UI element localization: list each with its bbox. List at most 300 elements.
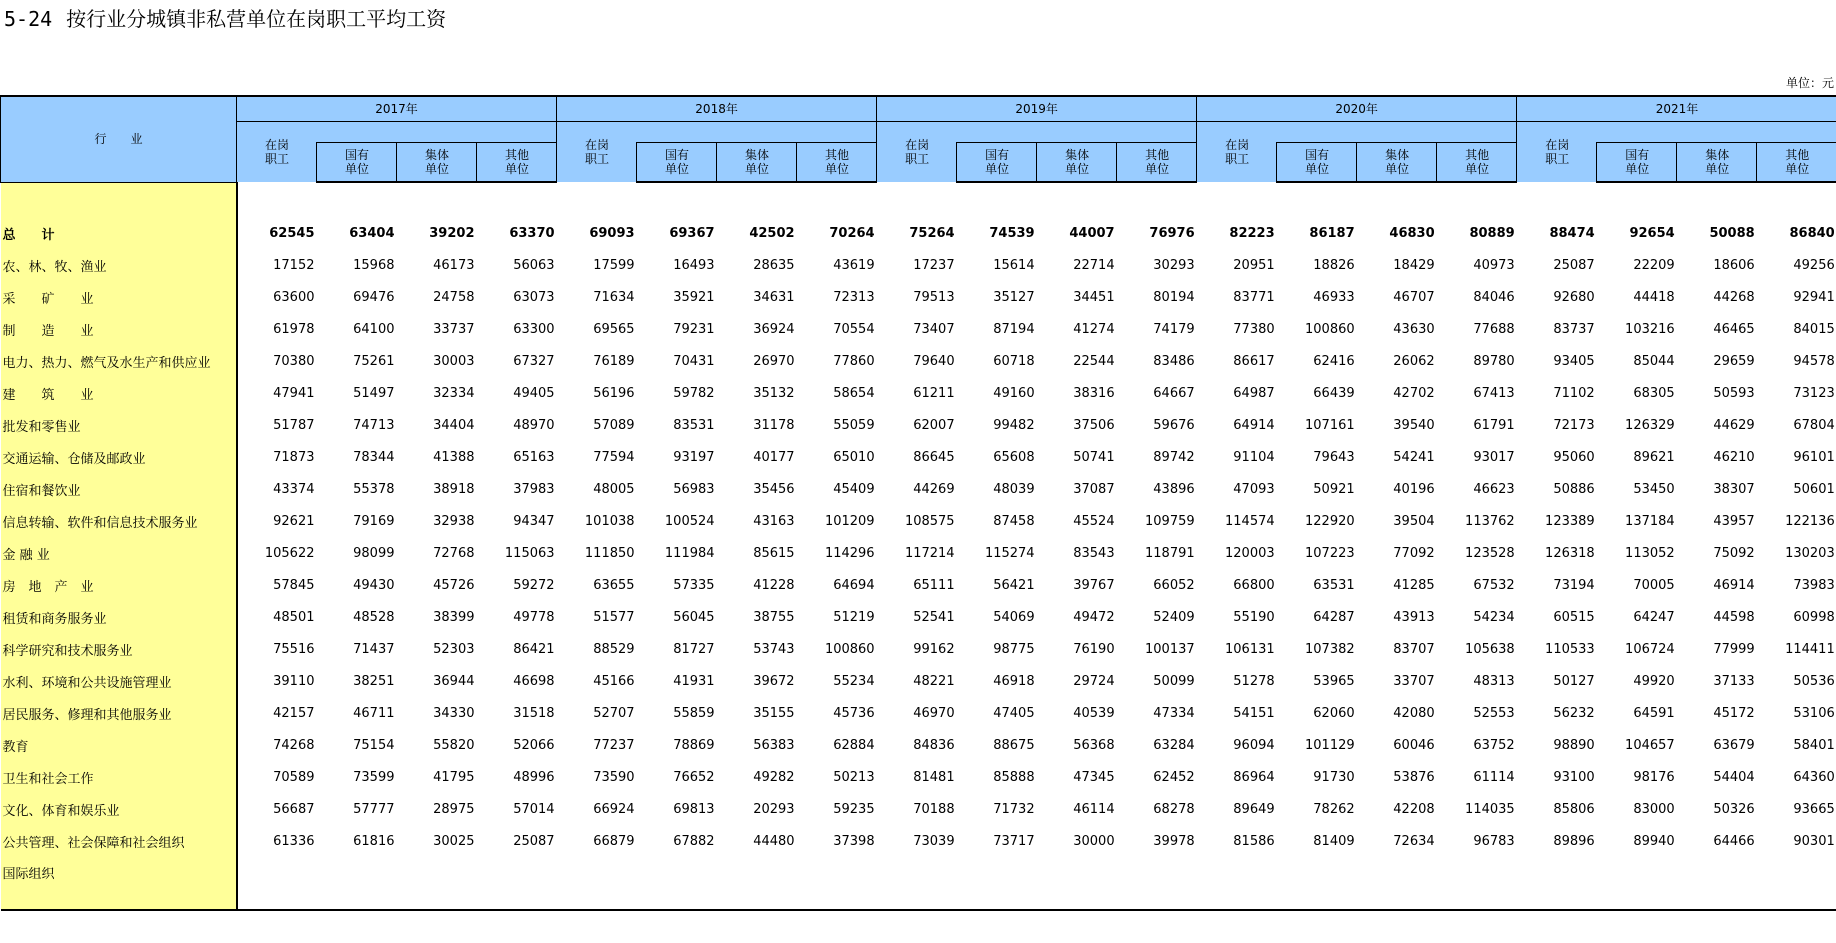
value-cell: 61816 [353, 833, 395, 849]
value-cell: 91104 [1233, 449, 1275, 465]
value-cell: 52553 [1473, 705, 1515, 721]
value-cell-blank [1677, 182, 1757, 217]
value-cell: 26062 [1393, 353, 1435, 369]
industry-name: 建 筑 业 [1, 377, 237, 409]
value-cell: 41274 [1073, 321, 1115, 337]
value-cell: 69476 [353, 289, 395, 305]
value-cell: 44007 [1069, 225, 1115, 241]
value-cell: 65111 [913, 577, 955, 593]
value-cell: 44629 [1713, 417, 1755, 433]
value-cell: 15968 [353, 257, 395, 273]
industry-name: 水利、环境和公共设施管理业 [1, 665, 237, 697]
value-cell: 77380 [1233, 321, 1275, 337]
header-collective: 集体 单位 [1037, 143, 1117, 183]
header-on-post-staff: 在岗 职工 [237, 122, 317, 183]
value-cell: 53450 [1633, 481, 1675, 497]
value-cell: 83531 [673, 417, 715, 433]
value-cell: 60718 [993, 353, 1035, 369]
table-row [1, 441, 1836, 473]
value-cell-blank [317, 182, 397, 217]
value-cell: 17237 [913, 257, 955, 273]
value-cell: 61791 [1473, 417, 1515, 433]
value-cell: 81727 [673, 641, 715, 657]
value-cell: 78262 [1313, 801, 1355, 817]
value-cell: 49920 [1633, 673, 1675, 689]
value-cell: 63655 [593, 577, 635, 593]
value-cell: 40177 [753, 449, 795, 465]
value-cell: 64667 [1153, 385, 1195, 401]
value-cell: 84015 [1793, 321, 1835, 337]
header-on-post-staff: 在岗 职工 [1197, 122, 1277, 183]
table-row [1, 633, 1836, 665]
value-cell: 54151 [1233, 705, 1275, 721]
industry-name: 房 地 产 业 [1, 569, 237, 601]
value-cell [1757, 857, 1836, 910]
value-cell: 70380 [273, 353, 315, 369]
value-cell: 126318 [1545, 545, 1595, 561]
value-cell: 86421 [513, 641, 555, 657]
value-cell: 63752 [1473, 737, 1515, 753]
value-cell: 30025 [433, 833, 475, 849]
page-title [4, 6, 446, 32]
value-cell: 108575 [904, 513, 955, 529]
value-cell: 101129 [1305, 737, 1355, 753]
value-cell: 76652 [673, 769, 715, 785]
value-cell: 78344 [353, 449, 395, 465]
header-year: 2020年 [1197, 96, 1517, 122]
value-cell: 47345 [1073, 769, 1115, 785]
value-cell: 123389 [1545, 513, 1595, 529]
header-on-post-staff: 在岗 职工 [877, 122, 957, 183]
value-cell: 74539 [989, 225, 1035, 241]
value-cell: 83737 [1553, 321, 1595, 337]
value-cell: 35921 [673, 289, 715, 305]
value-cell: 50536 [1793, 673, 1835, 689]
value-cell: 32938 [433, 513, 475, 529]
value-cell: 59782 [673, 385, 715, 401]
value-cell: 59272 [513, 577, 555, 593]
value-cell: 42080 [1393, 705, 1435, 721]
value-cell: 38755 [753, 609, 795, 625]
value-cell: 60046 [1393, 737, 1435, 753]
value-cell: 18826 [1313, 257, 1355, 273]
value-cell: 101209 [824, 513, 875, 529]
value-cell: 99482 [993, 417, 1035, 433]
value-cell: 64694 [833, 577, 875, 593]
value-cell: 63679 [1713, 737, 1755, 753]
value-cell: 107161 [1305, 417, 1355, 433]
value-cell: 46465 [1713, 321, 1755, 337]
value-cell: 113052 [1625, 545, 1675, 561]
value-cell: 68278 [1153, 801, 1195, 817]
value-cell: 35132 [753, 385, 795, 401]
header-on-post-staff: 在岗 职工 [1517, 122, 1597, 183]
value-cell: 38316 [1073, 385, 1115, 401]
value-cell [1437, 857, 1517, 910]
value-cell: 94347 [513, 513, 555, 529]
value-cell: 55859 [673, 705, 715, 721]
value-cell: 83707 [1393, 641, 1435, 657]
value-cell: 54404 [1713, 769, 1755, 785]
table-row [1, 377, 1836, 409]
value-cell: 120003 [1225, 545, 1275, 561]
value-cell: 50127 [1553, 673, 1595, 689]
value-cell: 46210 [1713, 449, 1755, 465]
value-cell: 117214 [904, 545, 955, 561]
industry-name: 租赁和商务服务业 [1, 601, 237, 633]
value-cell: 75154 [353, 737, 395, 753]
value-cell: 100860 [1305, 321, 1355, 337]
value-cell [1277, 857, 1357, 910]
value-cell: 55378 [353, 481, 395, 497]
value-cell: 57089 [593, 417, 635, 433]
value-cell: 98775 [993, 641, 1035, 657]
value-cell: 69367 [669, 225, 715, 241]
value-cell: 57014 [513, 801, 555, 817]
value-cell: 115063 [504, 545, 555, 561]
wage-table [0, 95, 1836, 911]
value-cell: 54069 [993, 609, 1035, 625]
value-cell: 56232 [1553, 705, 1595, 721]
value-cell: 38918 [433, 481, 475, 497]
value-cell: 62007 [913, 417, 955, 433]
header-state-owned: 国有 单位 [637, 143, 717, 183]
value-cell: 48005 [593, 481, 635, 497]
value-cell: 64287 [1313, 609, 1355, 625]
value-cell [1037, 857, 1117, 910]
value-cell: 84836 [913, 737, 955, 753]
value-cell: 55190 [1233, 609, 1275, 625]
value-cell: 93017 [1473, 449, 1515, 465]
value-cell-blank [1517, 182, 1597, 217]
value-cell: 45172 [1713, 705, 1755, 721]
value-cell: 43163 [753, 513, 795, 529]
value-cell: 70554 [833, 321, 875, 337]
value-cell: 48528 [353, 609, 395, 625]
table-row [1, 761, 1836, 793]
industry-name: 批发和零售业 [1, 409, 237, 441]
value-cell: 53743 [753, 641, 795, 657]
value-cell: 34451 [1073, 289, 1115, 305]
value-cell: 49430 [353, 577, 395, 593]
value-cell: 43619 [833, 257, 875, 273]
table-row [1, 249, 1836, 281]
value-cell: 73194 [1553, 577, 1595, 593]
value-cell: 79643 [1313, 449, 1355, 465]
value-cell: 105638 [1465, 641, 1515, 657]
value-cell: 92654 [1629, 225, 1675, 241]
value-cell: 93100 [1553, 769, 1595, 785]
header-spacer [317, 122, 557, 143]
value-cell: 96783 [1473, 833, 1515, 849]
value-cell: 51219 [833, 609, 875, 625]
value-cell: 86964 [1233, 769, 1275, 785]
industry-name: 交通运输、仓储及邮政业 [1, 441, 237, 473]
header-year: 2018年 [557, 96, 877, 122]
value-cell: 93197 [673, 449, 715, 465]
value-cell: 111850 [584, 545, 635, 561]
value-cell: 46707 [1393, 289, 1435, 305]
value-cell: 50601 [1793, 481, 1835, 497]
value-cell: 62884 [833, 737, 875, 753]
table-row [1, 281, 1836, 313]
value-cell: 71732 [993, 801, 1035, 817]
value-cell: 60515 [1553, 609, 1595, 625]
value-cell: 75264 [909, 225, 955, 241]
value-cell: 114296 [824, 545, 875, 561]
table-row [1, 825, 1836, 857]
value-cell: 56045 [673, 609, 715, 625]
value-cell: 88529 [593, 641, 635, 657]
value-cell: 86617 [1233, 353, 1275, 369]
value-cell: 22714 [1073, 257, 1115, 273]
value-cell: 70431 [673, 353, 715, 369]
header-other: 其他 单位 [1117, 143, 1197, 183]
value-cell: 77860 [833, 353, 875, 369]
value-cell: 39540 [1393, 417, 1435, 433]
value-cell: 42157 [273, 705, 315, 721]
value-cell: 115274 [984, 545, 1035, 561]
value-cell: 50741 [1073, 449, 1115, 465]
value-cell-blank [477, 182, 557, 217]
value-cell: 79640 [913, 353, 955, 369]
value-cell: 39767 [1073, 577, 1115, 593]
value-cell: 94578 [1793, 353, 1835, 369]
header-collective: 集体 单位 [1677, 143, 1757, 183]
value-cell: 100524 [664, 513, 715, 529]
value-cell: 46830 [1389, 225, 1435, 241]
value-cell: 47334 [1153, 705, 1195, 721]
value-cell: 77092 [1393, 545, 1435, 561]
value-cell: 114035 [1465, 801, 1515, 817]
value-cell: 15614 [993, 257, 1035, 273]
header-other: 其他 单位 [477, 143, 557, 183]
value-cell: 63073 [513, 289, 555, 305]
value-cell: 107223 [1305, 545, 1355, 561]
value-cell: 48221 [913, 673, 955, 689]
value-cell: 50088 [1709, 225, 1755, 241]
value-cell: 66800 [1233, 577, 1275, 593]
value-cell: 40539 [1073, 705, 1115, 721]
table-row [1, 601, 1836, 633]
value-cell: 51577 [593, 609, 635, 625]
value-cell: 81409 [1313, 833, 1355, 849]
value-cell: 72768 [433, 545, 475, 561]
value-cell: 66879 [593, 833, 635, 849]
value-cell: 49405 [513, 385, 555, 401]
table-row [1, 217, 1836, 249]
value-cell: 48313 [1473, 673, 1515, 689]
value-cell: 40973 [1473, 257, 1515, 273]
value-cell: 33737 [433, 321, 475, 337]
value-cell: 57777 [353, 801, 395, 817]
value-cell: 83771 [1233, 289, 1275, 305]
header-other: 其他 单位 [1757, 143, 1836, 183]
value-cell: 87194 [993, 321, 1035, 337]
value-cell: 42702 [1393, 385, 1435, 401]
header-state-owned: 国有 单位 [957, 143, 1037, 183]
unit-label: 单位：元 [1785, 76, 1834, 90]
value-cell: 48970 [513, 417, 555, 433]
value-cell: 86645 [913, 449, 955, 465]
value-cell: 107382 [1305, 641, 1355, 657]
value-cell: 43630 [1393, 321, 1435, 337]
value-cell: 73407 [913, 321, 955, 337]
table-title: 按行业分城镇非私营单位在岗职工平均工资 [66, 7, 447, 31]
value-cell: 46970 [913, 705, 955, 721]
value-cell: 63300 [513, 321, 555, 337]
value-cell: 18429 [1393, 257, 1435, 273]
value-cell-blank [397, 182, 477, 217]
value-cell: 96101 [1793, 449, 1835, 465]
value-cell: 73717 [993, 833, 1035, 849]
value-cell: 46918 [993, 673, 1035, 689]
value-cell: 109759 [1145, 513, 1195, 529]
value-cell: 38251 [353, 673, 395, 689]
value-cell: 17599 [593, 257, 635, 273]
header-state-owned: 国有 单位 [317, 143, 397, 183]
value-cell: 53876 [1393, 769, 1435, 785]
value-cell: 45166 [593, 673, 635, 689]
value-cell-blank [717, 182, 797, 217]
value-cell: 51278 [1233, 673, 1275, 689]
value-cell: 83000 [1633, 801, 1675, 817]
table-row [1, 569, 1836, 601]
value-cell: 37398 [833, 833, 875, 849]
value-cell: 105622 [264, 545, 315, 561]
value-cell: 71437 [353, 641, 395, 657]
value-cell: 71873 [273, 449, 315, 465]
value-cell: 34631 [753, 289, 795, 305]
value-cell: 35456 [753, 481, 795, 497]
value-cell-blank [1117, 182, 1197, 217]
value-cell: 52303 [433, 641, 475, 657]
value-cell: 46698 [513, 673, 555, 689]
value-cell: 77594 [593, 449, 635, 465]
value-cell-blank [1277, 182, 1357, 217]
value-cell: 110533 [1545, 641, 1595, 657]
value-cell: 69565 [593, 321, 635, 337]
value-cell: 137184 [1625, 513, 1675, 529]
value-cell: 46173 [433, 257, 475, 273]
value-cell: 122136 [1785, 513, 1835, 529]
value-cell [397, 857, 477, 910]
value-cell: 73599 [353, 769, 395, 785]
value-cell: 16493 [673, 257, 715, 273]
value-cell [957, 857, 1037, 910]
value-cell: 49256 [1793, 257, 1835, 273]
value-cell: 34330 [433, 705, 475, 721]
value-cell: 66052 [1153, 577, 1195, 593]
value-cell: 71634 [593, 289, 635, 305]
value-cell [1117, 857, 1197, 910]
value-cell: 73983 [1793, 577, 1835, 593]
value-cell: 56983 [673, 481, 715, 497]
value-cell-blank [797, 182, 877, 217]
value-cell: 44480 [753, 833, 795, 849]
value-cell: 50593 [1713, 385, 1755, 401]
value-cell: 100137 [1145, 641, 1195, 657]
value-cell: 39202 [429, 225, 475, 241]
value-cell-blank [637, 182, 717, 217]
header-spacer [957, 122, 1197, 143]
value-cell: 41388 [433, 449, 475, 465]
industry-name: 采 矿 业 [1, 281, 237, 313]
industry-name: 总 计 [1, 217, 237, 249]
header-other: 其他 单位 [1437, 143, 1517, 183]
value-cell: 76976 [1149, 225, 1195, 241]
value-cell: 64987 [1233, 385, 1275, 401]
value-cell: 44269 [913, 481, 955, 497]
value-cell: 41228 [753, 577, 795, 593]
header-on-post-staff: 在岗 职工 [557, 122, 637, 183]
value-cell: 72313 [833, 289, 875, 305]
value-cell: 126329 [1625, 417, 1675, 433]
value-cell: 50326 [1713, 801, 1755, 817]
table-row [1, 793, 1836, 825]
value-cell: 89621 [1633, 449, 1675, 465]
industry-name: 金 融 业 [1, 537, 237, 569]
value-cell: 36924 [753, 321, 795, 337]
header-state-owned: 国有 单位 [1277, 143, 1357, 183]
value-cell: 70188 [913, 801, 955, 817]
value-cell: 47941 [273, 385, 315, 401]
value-cell-blank [1757, 182, 1836, 217]
value-cell: 45736 [833, 705, 875, 721]
value-cell-blank [1597, 182, 1677, 217]
value-cell: 44268 [1713, 289, 1755, 305]
value-cell: 34404 [433, 417, 475, 433]
value-cell: 111984 [664, 545, 715, 561]
value-cell: 30293 [1153, 257, 1195, 273]
value-cell: 56421 [993, 577, 1035, 593]
value-cell: 70264 [829, 225, 875, 241]
value-cell: 39672 [753, 673, 795, 689]
value-cell: 84046 [1473, 289, 1515, 305]
value-cell: 37506 [1073, 417, 1115, 433]
industry-name: 公共管理、社会保障和社会组织 [1, 825, 237, 857]
value-cell: 54234 [1473, 609, 1515, 625]
value-cell [1517, 857, 1597, 910]
table-row [1, 537, 1836, 569]
value-cell: 62416 [1313, 353, 1355, 369]
value-cell: 123528 [1465, 545, 1515, 561]
value-cell: 78869 [673, 737, 715, 753]
value-cell: 47405 [993, 705, 1035, 721]
value-cell: 33707 [1393, 673, 1435, 689]
value-cell: 56368 [1073, 737, 1115, 753]
value-cell: 75092 [1713, 545, 1755, 561]
value-cell: 38307 [1713, 481, 1755, 497]
value-cell: 52066 [513, 737, 555, 753]
header-collective: 集体 单位 [1357, 143, 1437, 183]
value-cell: 113762 [1465, 513, 1515, 529]
value-cell: 67882 [673, 833, 715, 849]
value-cell: 58654 [833, 385, 875, 401]
industry-cell-blank [1, 182, 237, 217]
table-row [1, 857, 1836, 910]
value-cell: 60998 [1793, 609, 1835, 625]
industry-name: 教育 [1, 729, 237, 761]
value-cell: 75516 [273, 641, 315, 657]
value-cell: 98890 [1553, 737, 1595, 753]
value-cell: 61114 [1473, 769, 1515, 785]
value-cell: 92621 [273, 513, 315, 529]
value-cell: 69813 [673, 801, 715, 817]
value-cell: 106724 [1625, 641, 1675, 657]
table-row [1, 345, 1836, 377]
table-row [1, 473, 1836, 505]
